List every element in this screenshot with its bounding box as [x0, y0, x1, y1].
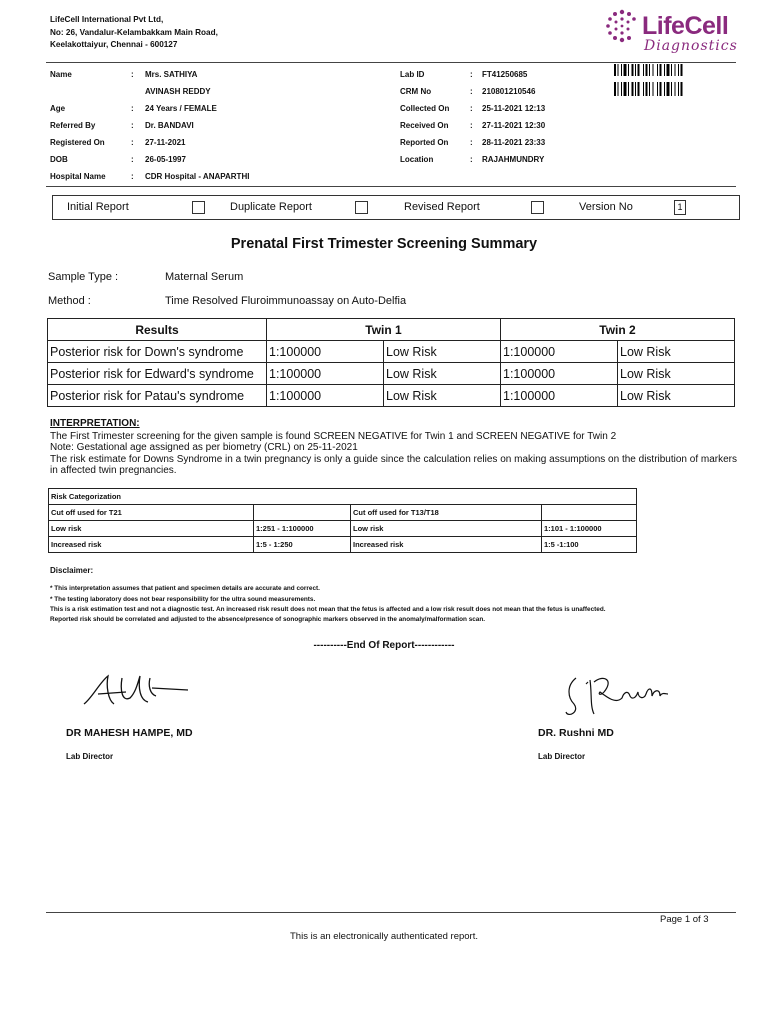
barcode-bar — [632, 82, 634, 96]
barcode-bar — [660, 64, 662, 76]
hospital-label: Hospital Name — [50, 172, 106, 181]
signatory-2-name: DR. Rushni MD — [538, 727, 614, 739]
header-results: Results — [48, 319, 267, 341]
crm-label: CRM No — [400, 87, 432, 96]
cell: 1:101 - 1:100000 — [542, 521, 637, 537]
colon: : — [470, 155, 473, 164]
report-title: Prenatal First Trimester Screening Summary — [230, 236, 538, 252]
barcode-bar — [664, 64, 665, 76]
row-label: Posterior risk for Down's syndrome — [48, 341, 267, 363]
cell: 1:5 -1:100 — [542, 537, 637, 553]
age-value: 24 Years / FEMALE — [145, 104, 217, 113]
footer-divider — [46, 912, 736, 913]
labid-label: Lab ID — [400, 70, 425, 79]
logo-subtitle: Diagnostics — [644, 38, 738, 54]
barcode-bar — [678, 64, 679, 76]
header-twin-1: Twin 1 — [267, 319, 501, 341]
barcode-bar — [657, 82, 658, 96]
twin1-category: Low Risk — [384, 385, 501, 407]
referred-value: Dr. BANDAVI — [145, 121, 194, 130]
barcode-bar — [681, 82, 683, 96]
signatory-1-role: Lab Director — [66, 752, 114, 761]
barcode-bar — [632, 64, 634, 76]
method-label: Method : — [48, 295, 91, 307]
cell: 1:251 - 1:100000 — [254, 521, 351, 537]
barcode-bar — [667, 64, 670, 76]
age-label: Age — [50, 104, 66, 113]
version-checkbox[interactable] — [531, 201, 544, 214]
barcode-bar — [635, 82, 636, 96]
signature-rushni — [560, 668, 680, 720]
barcode-bar — [635, 64, 636, 76]
barcode-bar — [638, 64, 640, 76]
barcode-bar — [671, 64, 672, 76]
received-value: 27-11-2021 12:30 — [482, 121, 546, 130]
twin2-risk: 1:100000 — [501, 341, 618, 363]
authentication-note: This is an electronically authenticated report. — [290, 931, 478, 942]
twin2-risk: 1:100000 — [501, 385, 618, 407]
twin2-category: Low Risk — [618, 363, 735, 385]
cell: Cut off used for T13/T18 — [351, 505, 542, 521]
barcode-bar — [618, 64, 619, 76]
barcode-bar — [621, 82, 622, 96]
table-header-row — [48, 319, 735, 341]
colon: : — [131, 155, 134, 164]
page-number: Page 1 of 3 — [660, 914, 709, 925]
colon: : — [131, 138, 134, 147]
barcode-bar — [628, 64, 629, 76]
disclaimer-heading: Disclaimer: — [50, 566, 94, 575]
signatory-2-role: Lab Director — [538, 752, 586, 761]
barcode-bar — [675, 64, 676, 76]
crm-value: 210801210546 — [482, 87, 536, 96]
address-line-2: Keelakottaiyur, Chennai - 600127 — [50, 40, 178, 49]
barcode-bar — [667, 82, 670, 96]
barcode-bar — [624, 64, 627, 76]
barcode-bar — [649, 64, 650, 76]
sample-type-value: Maternal Serum — [165, 271, 244, 283]
barcode-bar — [646, 82, 648, 96]
collected-label: Collected On — [400, 104, 450, 113]
interpretation — [50, 418, 740, 477]
interpretation-line-3: The risk estimate for Downs Syndrome in a twin pregnancy is only a guide since the calculation relies on making assumptions on the distribution of markers in affected twin pregnancies. — [50, 453, 737, 476]
twin1-risk: 1:100000 — [267, 363, 384, 385]
table-row — [48, 341, 735, 363]
interpretation-line-1: The First Trimester screening for the given sample is found SCREEN NEGATIVE for Twin 1 and SCREEN NEGATIVE for Twin 2 — [50, 430, 617, 442]
table-row — [49, 505, 637, 521]
barcode-bar — [614, 64, 616, 76]
twin2-category: Low Risk — [618, 341, 735, 363]
cell: Cut off used for T21 — [49, 505, 254, 521]
risk-categorization-table — [48, 488, 637, 553]
table-row — [48, 363, 735, 385]
colon: : — [131, 172, 134, 181]
row-label: Posterior risk for Patau's syndrome — [48, 385, 267, 407]
duplicate-report-label: Duplicate Report — [230, 201, 312, 213]
colon: : — [470, 104, 473, 113]
twin1-risk: 1:100000 — [267, 341, 384, 363]
initial-report-label: Initial Report — [67, 201, 129, 213]
twin2-category: Low Risk — [618, 385, 735, 407]
interpretation-heading: INTERPRETATION: — [50, 418, 140, 429]
colon: : — [470, 121, 473, 130]
name-value: Mrs. SATHIYA — [145, 70, 198, 79]
interpretation-line-2: Note: Gestational age assigned as per biometry (CRL) on 25-11-2021 — [50, 442, 358, 453]
barcode-bar — [653, 64, 654, 76]
colon: : — [131, 70, 134, 79]
version-value: 1 — [674, 200, 686, 215]
collected-value: 25-11-2021 12:13 — [482, 104, 546, 113]
disclaimer-line: * The testing laboratory does not bear responsibility for the ultra sound measurements. — [50, 595, 316, 603]
twin1-risk: 1:100000 — [267, 385, 384, 407]
report-status-box — [52, 195, 740, 220]
colon: : — [470, 138, 473, 147]
barcode-bar — [649, 82, 650, 96]
hospital-value: CDR Hospital - ANAPARTHI — [145, 172, 250, 181]
reported-label: Reported On — [400, 138, 449, 147]
header-twin-2: Twin 2 — [501, 319, 735, 341]
method-value: Time Resolved Fluroimmunoassay on Auto-Delfia — [165, 295, 407, 307]
cell: 1:5 - 1:250 — [254, 537, 351, 553]
barcode-bar — [671, 82, 672, 96]
barcode-bar — [618, 82, 619, 96]
colon: : — [470, 70, 473, 79]
cell: Low risk — [351, 521, 542, 537]
barcode-bar — [638, 82, 640, 96]
barcode-bar — [614, 82, 616, 96]
signatory-1-name: DR MAHESH HAMPE, MD — [66, 727, 193, 739]
address-line-1: No: 26, Vandalur-Kelambakkam Main Road, — [50, 27, 218, 37]
row-label: Posterior risk for Edward's syndrome — [48, 363, 267, 385]
barcode-bar — [624, 82, 627, 96]
table-row — [49, 489, 637, 505]
received-label: Received On — [400, 121, 449, 130]
name-label: Name — [50, 70, 72, 79]
barcode-bar — [660, 82, 662, 96]
cell: Low risk — [49, 521, 254, 537]
cell — [542, 505, 637, 521]
dob-value: 26-05-1997 — [145, 155, 186, 164]
disclaimer-line: * This interpretation assumes that patient and specimen details are accurate and correct. — [50, 585, 320, 593]
barcode-bar — [653, 82, 654, 96]
barcode-bar — [675, 82, 676, 96]
barcode-bar — [628, 82, 629, 96]
twin2-risk: 1:100000 — [501, 363, 618, 385]
twin1-category: Low Risk — [384, 341, 501, 363]
cell — [254, 505, 351, 521]
company-name: LifeCell International Pvt Ltd, — [50, 15, 164, 24]
duplicate-checkbox[interactable] — [192, 201, 205, 214]
barcode-bar — [643, 82, 644, 96]
referred-label: Referred By — [50, 121, 96, 130]
barcode-bar — [657, 64, 658, 76]
cell: Increased risk — [351, 537, 542, 553]
revised-checkbox[interactable] — [355, 201, 368, 214]
registered-label: Registered On — [50, 138, 105, 147]
table-row — [48, 385, 735, 407]
location-value: RAJAHMUNDRY — [482, 155, 545, 164]
twin1-category: Low Risk — [384, 363, 501, 385]
reported-value: 28-11-2021 23:33 — [482, 138, 546, 147]
colon: : — [131, 104, 134, 113]
location-label: Location — [400, 155, 434, 164]
barcode-bar — [643, 64, 644, 76]
barcode-bar — [681, 64, 683, 76]
disclaimer-line: Reported risk should be correlated and adjusted to the absence/presence of sonographic markers observed in the anomaly/malformation scan. — [50, 616, 486, 624]
barcode-bar — [621, 64, 622, 76]
table-row — [49, 521, 637, 537]
risk-table-title: Risk Categorization — [49, 489, 637, 505]
barcode — [614, 64, 720, 96]
logo-name: LifeCell — [642, 12, 729, 40]
registered-value: 27-11-2021 — [145, 138, 186, 147]
signature-hampe — [78, 668, 198, 714]
results-table — [47, 318, 735, 407]
barcode-bar — [678, 82, 679, 96]
labid-value: FT41250685 — [482, 70, 528, 79]
barcode-bar — [664, 82, 665, 96]
colon: : — [470, 87, 473, 96]
dob-label: DOB — [50, 155, 68, 164]
disclaimer — [50, 566, 740, 625]
disclaimer-line: This is a risk estimation test and not a diagnostic test. An increased risk result does not mean that the fetus is affected and a low risk result does not mean that the fetus is unaffected. — [50, 605, 606, 613]
revised-report-label: Revised Report — [404, 201, 480, 213]
sample-type-label: Sample Type : — [48, 271, 119, 283]
table-row — [49, 537, 637, 553]
version-label: Version No — [579, 201, 633, 213]
end-of-report: ----------End Of Report------------ — [313, 640, 455, 651]
barcode-bar — [646, 64, 648, 76]
colon: : — [131, 121, 134, 130]
name-value-2: AVINASH REDDY — [145, 87, 211, 96]
info-divider — [46, 186, 736, 187]
cell: Increased risk — [49, 537, 254, 553]
